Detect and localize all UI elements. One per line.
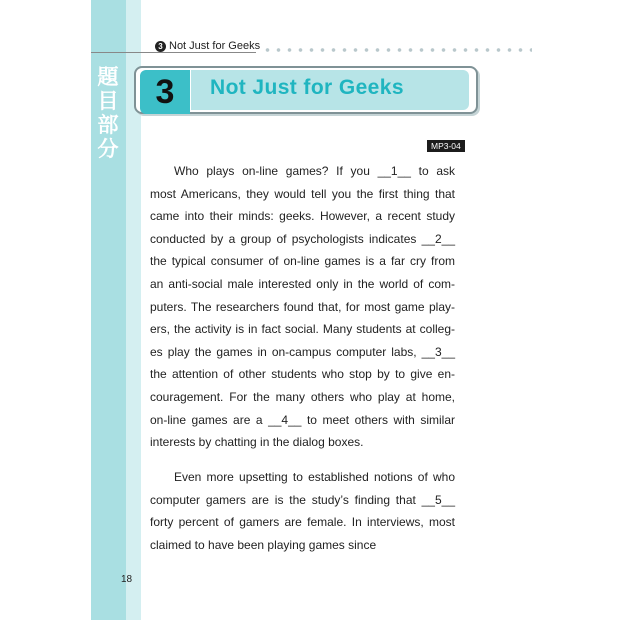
side-label-char: 分 [97, 138, 119, 161]
paragraph-2 [150, 466, 455, 556]
text-line: puters. The researchers found that, for most game play- [150, 299, 455, 314]
audio-track-tag: MP3-04 [427, 140, 465, 152]
text-line: computer gamers are is the study’s finding that __5__ [150, 492, 455, 507]
header-section-number: 3 [155, 41, 166, 52]
side-label-char: 題 [97, 66, 119, 89]
header-dot-leader [262, 47, 532, 53]
text-line: came into their minds: geeks. However, a recent study [150, 209, 455, 224]
text-line: couragement. For the many others who play at home, [150, 389, 455, 404]
page-title: Not Just for Geeks [210, 76, 404, 99]
title-number: 3 [140, 70, 190, 114]
text-line: the typical consumer of on-line games is a far cry from [150, 254, 455, 269]
running-header [155, 40, 260, 52]
text-line: most Americans, they would tell you the first thing that [150, 186, 455, 201]
text-line: forty percent of gamers are female. In interviews, most [150, 515, 455, 530]
paragraph-1 [150, 160, 455, 454]
text-line: ers, the activity is in fact social. Many students at colleg- [150, 322, 455, 337]
text-line: Even more upsetting to established notions of who [174, 470, 455, 484]
page-number: 18 [121, 574, 133, 585]
text-line: conducted by a group of psychologists indicates __2__ [150, 231, 455, 246]
text-line: the attention of other students who stop by to give en- [150, 367, 455, 382]
header-rule [91, 52, 256, 53]
text-line: an anti-social male interested only in the world of com- [150, 276, 455, 291]
text-line: es play the games in on-campus computer labs, __3__ [150, 344, 455, 359]
header-section-title: Not Just for Geeks [169, 40, 261, 52]
text-line: on-line games are a __4__ to meet others with similar [150, 412, 455, 427]
text-line: interests by chatting in the dialog boxes. [150, 435, 364, 450]
text-line: Who plays on-line games? If you __1__ to ask [174, 164, 455, 178]
text-line: claimed to have been playing games since [150, 537, 377, 552]
side-label-char: 目 [97, 90, 119, 113]
section-side-label [93, 66, 123, 162]
side-label-char: 部 [97, 114, 119, 137]
